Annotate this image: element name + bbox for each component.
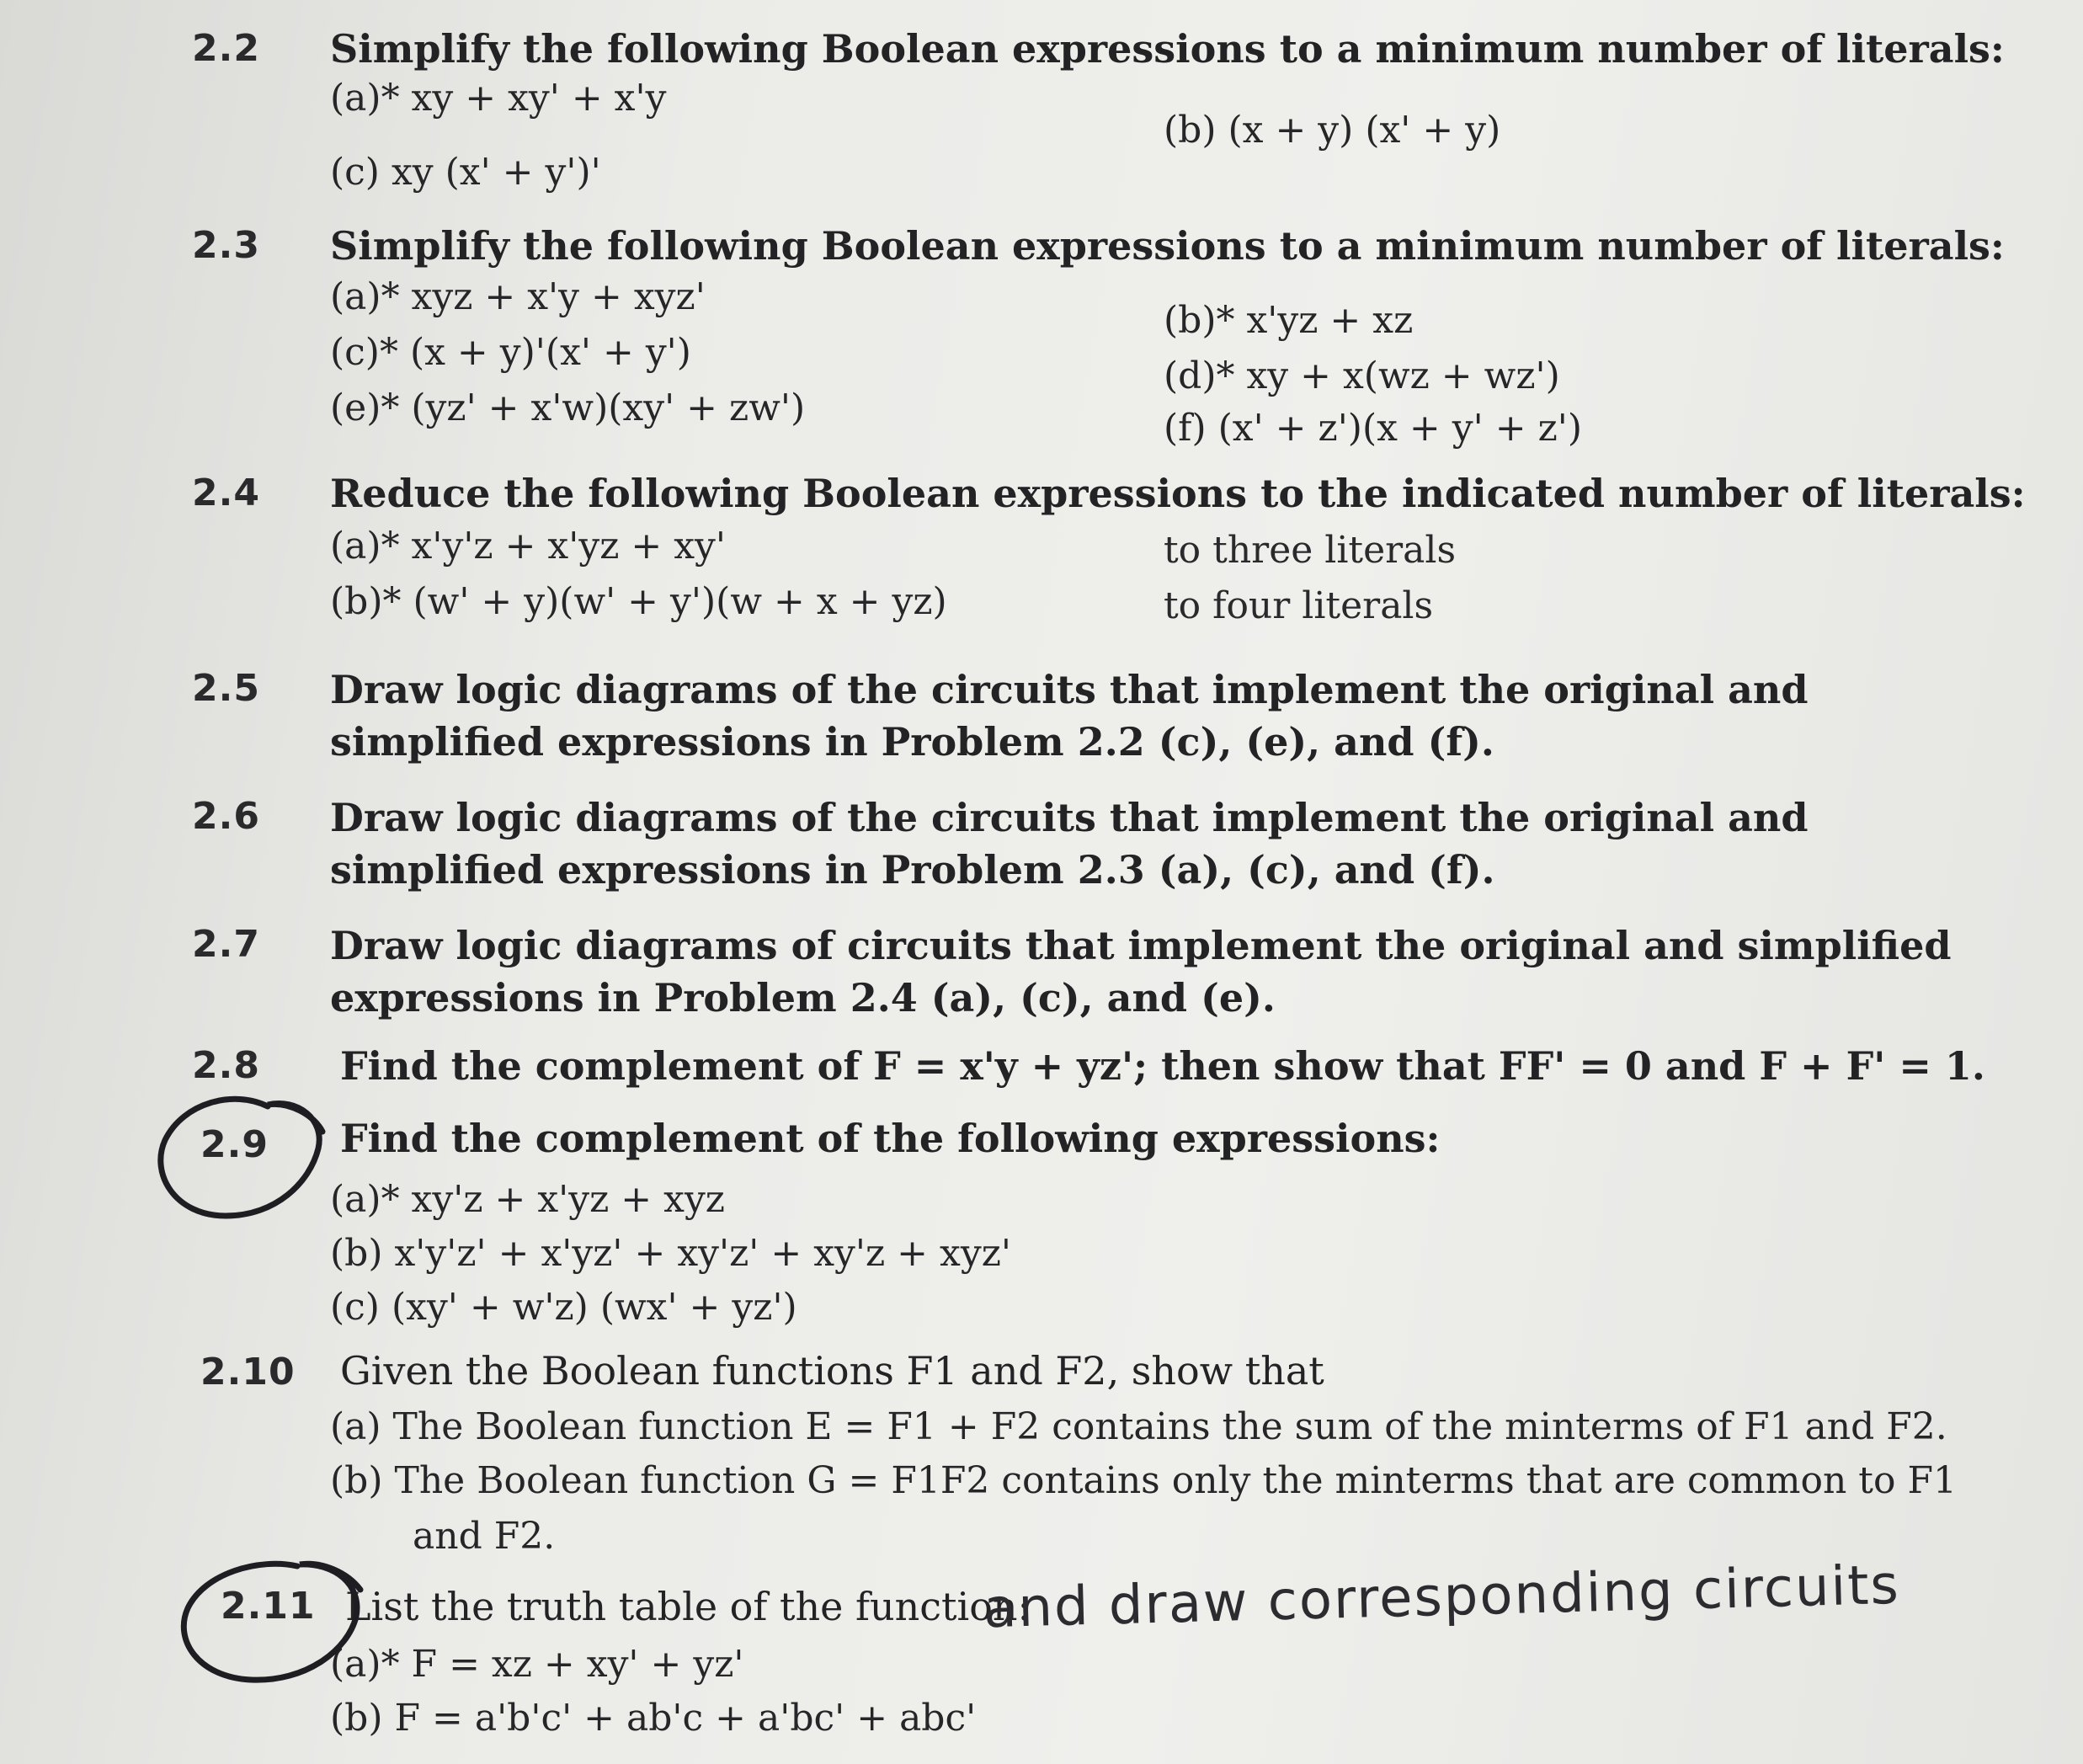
problem-number: 2.9 xyxy=(200,1123,269,1166)
problem-text: Given the Boolean functions F1 and F2, show that xyxy=(340,1348,1324,1394)
part-b-note: to four literals xyxy=(1164,584,1434,627)
part-e: (e)* (yz' + x'w)(xy' + zw') xyxy=(330,386,806,429)
problem-text: Find the complement of the following expressions: xyxy=(340,1116,1441,1161)
handwritten-note: and draw corresponding circuits xyxy=(983,1553,1901,1641)
part-a: (a)* xy + xy' + x'y xyxy=(330,77,667,120)
part-a-note: to three literals xyxy=(1164,529,1457,572)
problem-number: 2.7 xyxy=(192,923,260,966)
part-c: (c)* (x + y)'(x' + y') xyxy=(330,331,691,374)
part-a: (a) The Boolean function E = F1 + F2 contains the sum of the minterms of F1 and F2. xyxy=(330,1405,1947,1448)
problem-number: 2.8 xyxy=(192,1044,260,1087)
problem-number: 2.4 xyxy=(192,472,260,514)
problem-text: Draw logic diagrams of the circuits that implement the original and simplified expressions in Problem 2.3 (a), (c), and (f). xyxy=(330,795,1809,893)
part-b: (b) (x + y) (x' + y) xyxy=(1164,109,1501,152)
problem-text: List the truth table of the function: xyxy=(345,1584,1031,1629)
problem-text: Reduce the following Boolean expressions to the indicated number of literals: xyxy=(330,471,2026,516)
problem-number: 2.10 xyxy=(200,1351,296,1394)
problem-text: Simplify the following Boolean expressions to a minimum number of literals: xyxy=(330,223,2005,269)
problem-number: 2.2 xyxy=(192,27,260,70)
part-b: (b) F = a'b'c' + ab'c + a'bc' + abc' xyxy=(330,1697,977,1740)
part-b-continued: and F2. xyxy=(413,1515,556,1558)
part-c: (c) xy (x' + y')' xyxy=(330,151,601,194)
part-a: (a)* F = xz + xy' + yz' xyxy=(330,1643,744,1686)
problem-number: 2.6 xyxy=(192,795,260,838)
part-f: (f) (x' + z')(x + y' + z') xyxy=(1164,407,1583,450)
pen-circle-2-11 xyxy=(158,1532,377,1692)
problem-text: Draw logic diagrams of the circuits that implement the original and simplified expressions in Problem 2.2 (c), (e), and (f). xyxy=(330,667,1809,765)
problem-number: 2.11 xyxy=(221,1585,316,1628)
part-b: (b) The Boolean function G = F1F2 contains only the minterms that are common to F1 xyxy=(330,1459,1957,1502)
problem-text: Draw logic diagrams of circuits that implement the original and simplified expressions in Problem 2.4 (a), (c), and (e). xyxy=(330,923,1952,1021)
part-d: (d)* xy + x(wz + wz') xyxy=(1164,354,1560,397)
part-a: (a)* xyz + x'y + xyz' xyxy=(330,275,706,318)
part-a: (a)* x'y'z + x'yz + xy' xyxy=(330,525,726,568)
part-c: (c) (xy' + w'z) (wx' + yz') xyxy=(330,1286,797,1329)
problem-number: 2.3 xyxy=(192,224,260,267)
problem-text: Simplify the following Boolean expressions to a minimum number of literals: xyxy=(330,26,2005,72)
part-a: (a)* xy'z + x'yz + xyz xyxy=(330,1178,725,1221)
part-b: (b)* x'yz + xz xyxy=(1164,299,1414,342)
problem-number: 2.5 xyxy=(192,667,260,710)
part-b: (b)* (w' + y)(w' + y')(w + x + yz) xyxy=(330,580,947,623)
part-b: (b) x'y'z' + x'yz' + xy'z' + xy'z + xyz' xyxy=(330,1232,1011,1275)
pen-circle-2-9 xyxy=(141,1081,344,1233)
problem-text: Find the complement of F = x'y + yz'; then show that FF' = 0 and F + F' = 1. xyxy=(340,1043,1985,1089)
